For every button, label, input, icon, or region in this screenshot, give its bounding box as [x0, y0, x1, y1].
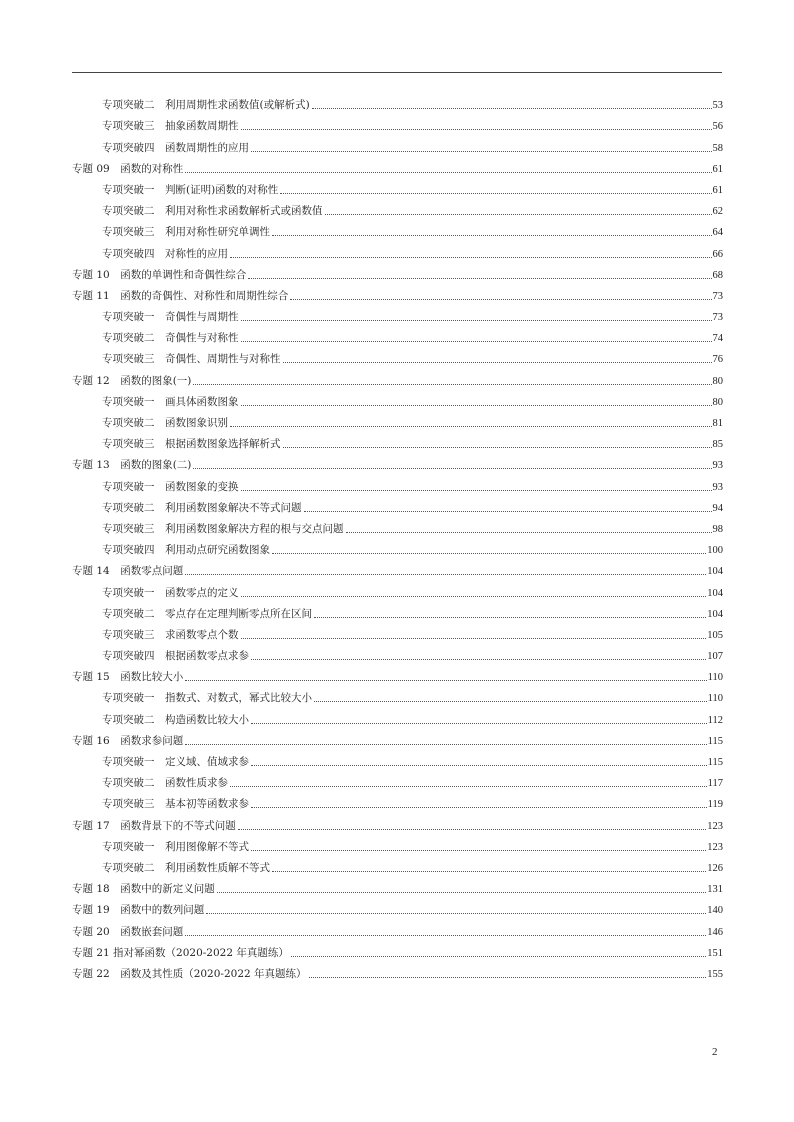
dot-leader [230, 786, 707, 787]
toc-entry-label: 专项突破三 抽象函数周期性 [102, 120, 239, 133]
toc-entry-label: 专项突破三 利用对称性研究单调性 [102, 226, 270, 239]
toc-entry-subsection[interactable] [72, 241, 723, 262]
page-number: 2 [712, 1046, 718, 1058]
dot-leader [241, 638, 707, 639]
toc-entry-page: 56 [712, 121, 723, 133]
toc-entry-label: 专题 11 函数的奇偶性、对称性和周期性综合 [72, 289, 289, 302]
toc-entry-subsection[interactable] [72, 114, 723, 135]
toc-entry-page: 110 [707, 693, 723, 705]
dot-leader [193, 384, 711, 385]
toc-entry-page: 61 [712, 163, 723, 175]
toc-entry-page: 73 [712, 290, 723, 302]
toc-entry-label: 专项突破二 函数图象识别 [102, 417, 228, 429]
toc-entry-page: 119 [707, 799, 723, 811]
toc-entry-subsection[interactable] [72, 835, 723, 856]
toc-entry-subsection[interactable] [72, 474, 723, 495]
toc-entry-label: 专题 15 函数比较大小 [72, 671, 184, 684]
toc-entry-label: 专项突破二 利用函数图象解决不等式问题 [102, 501, 302, 514]
toc-entry-page: 104 [707, 587, 723, 599]
toc-entry-page: 58 [712, 142, 723, 154]
dot-leader [241, 129, 712, 130]
dot-leader [290, 299, 711, 300]
toc-entry-label: 专项突破二 函数性质求参 [102, 777, 228, 790]
toc-entry-label: 专项突破一 奇偶性与周期性 [102, 311, 239, 324]
toc-entry-page: 66 [712, 248, 723, 260]
dot-leader [272, 553, 706, 554]
toc-entry-page: 123 [707, 820, 723, 832]
toc-entry-label: 专项突破三 求函数零点个数 [102, 628, 239, 641]
toc-entry-subsection[interactable] [72, 135, 723, 156]
dot-leader [238, 829, 707, 830]
toc-entry-topic[interactable] [72, 813, 723, 834]
toc-entry-topic[interactable] [72, 898, 723, 919]
toc-entry-page: 68 [712, 269, 723, 281]
toc-entry-subsection[interactable] [72, 326, 723, 347]
toc-entry-label: 专项突破三 利用函数图象解决方程的根与交点问题 [102, 522, 344, 535]
toc-entry-subsection[interactable] [72, 178, 723, 199]
toc-entry-page: 117 [707, 778, 723, 790]
dot-leader [241, 341, 712, 342]
toc-entry-page: 104 [707, 566, 723, 578]
dot-leader [230, 257, 712, 258]
toc-entry-label: 专项突破一 函数零点的定义 [102, 586, 239, 599]
toc-entry-label: 专题 10 函数的单调性和奇偶性综合 [72, 268, 247, 281]
toc-entry-page: 155 [707, 968, 723, 980]
toc-entry-label: 专项突破一 判断(证明)函数的对称性 [102, 183, 279, 196]
toc-entry-label: 专项突破一 函数图象的变换 [102, 480, 239, 493]
dot-leader [251, 723, 707, 724]
toc-entry-label: 专项突破二 利用函数性质解不等式 [102, 861, 270, 874]
toc-entry-label: 专项突破三 奇偶性、周期性与对称性 [102, 353, 281, 366]
dot-leader [185, 172, 711, 173]
toc-entry-page: 74 [712, 333, 723, 345]
toc-entry-subsection[interactable] [72, 496, 723, 517]
toc-entry-subsection[interactable] [72, 580, 723, 601]
dot-leader [185, 680, 706, 681]
toc-entry-subsection[interactable] [72, 792, 723, 813]
toc-entry-label: 专项突破三 基本初等函数求参 [102, 798, 249, 811]
toc-entry-page: 53 [712, 100, 723, 112]
toc-entry-topic[interactable] [72, 453, 723, 474]
dot-leader [280, 193, 711, 194]
toc-entry-topic[interactable] [72, 729, 723, 750]
toc-entry-label: 专项突破一 指数式、对数式，幂式比较大小 [102, 692, 312, 705]
dot-leader [251, 151, 712, 152]
toc-entry-topic[interactable] [72, 941, 723, 962]
toc-entry-topic[interactable] [72, 559, 723, 580]
toc-entry-subsection[interactable] [72, 432, 723, 453]
toc-entry-page: 146 [707, 926, 723, 938]
toc-entry-topic[interactable] [72, 284, 723, 305]
toc-entry-label: 专题 21 指对幂函数（2020-2022 年真题练） [72, 946, 289, 959]
toc-entry-subsection[interactable] [72, 686, 723, 707]
toc-entry-label: 专项突破四 对称性的应用 [102, 247, 228, 260]
toc-entry-page: 107 [707, 651, 723, 663]
dot-leader [272, 871, 706, 872]
toc-entry-label: 专项突破二 零点存在定理判断零点所在区间 [102, 607, 312, 620]
dot-leader [248, 278, 711, 279]
toc-entry-page: 93 [712, 481, 723, 493]
toc-entry-page: 62 [712, 206, 723, 218]
dot-leader [230, 426, 712, 427]
dot-leader [206, 913, 706, 914]
toc-entry-label: 专项突破二 奇偶性与对称性 [102, 332, 239, 345]
toc-entry-page: 112 [707, 714, 723, 726]
toc-entry-label: 专项突破一 定义域、值域求参 [102, 756, 249, 768]
toc-entry-subsection[interactable] [72, 771, 723, 792]
toc-entry-label: 专项突破一 利用图像解不等式 [102, 840, 249, 853]
dot-leader [241, 320, 712, 321]
toc-entry-subsection[interactable] [72, 199, 723, 220]
dot-leader [185, 935, 706, 936]
toc-entry-page: 64 [712, 227, 723, 239]
toc-entry-page: 80 [712, 375, 723, 387]
toc-entry-page: 81 [712, 418, 723, 429]
toc-entry-subsection[interactable] [72, 602, 723, 623]
toc-entry-subsection[interactable] [72, 411, 723, 432]
toc-entry-page: 140 [707, 905, 723, 917]
toc-entry-subsection[interactable] [72, 93, 723, 114]
table-of-contents [72, 93, 723, 983]
toc-entry-subsection[interactable] [72, 220, 723, 241]
toc-entry-label: 专题 13 函数的图象(二) [72, 459, 192, 472]
toc-entry-page: 76 [712, 354, 723, 366]
dot-leader [185, 744, 706, 745]
toc-entry-page: 131 [707, 884, 723, 896]
dot-leader [309, 977, 707, 978]
dot-leader [314, 701, 707, 702]
toc-entry-label: 专题 17 函数背景下的不等式问题 [72, 819, 236, 832]
toc-entry-page: 104 [707, 608, 723, 620]
toc-entry-subsection[interactable] [72, 623, 723, 644]
toc-entry-label: 专项突破二 构造函数比较大小 [102, 713, 249, 726]
toc-entry-subsection[interactable] [72, 538, 723, 559]
toc-entry-page: 110 [707, 672, 723, 684]
dot-leader [291, 956, 706, 957]
toc-entry-subsection[interactable] [72, 644, 723, 665]
dot-leader [283, 362, 712, 363]
toc-entry-subsection[interactable] [72, 517, 723, 538]
toc-entry-label: 专项突破四 函数周期性的应用 [102, 141, 249, 154]
dot-leader [241, 596, 707, 597]
toc-entry-page: 151 [707, 947, 723, 959]
dot-leader [251, 765, 707, 766]
toc-entry-label: 专题 20 函数嵌套问题 [72, 925, 184, 938]
toc-entry-topic[interactable] [72, 157, 723, 178]
toc-entry-label: 专项突破一 画具体函数图象 [102, 395, 239, 408]
toc-entry-page: 126 [707, 862, 723, 874]
dot-leader [314, 617, 706, 618]
toc-entry-page: 115 [707, 735, 723, 747]
toc-entry-label: 专项突破三 根据函数图象选择解析式 [102, 438, 281, 451]
toc-entry-label: 专题 09 函数的对称性 [72, 162, 184, 175]
dot-leader [251, 850, 706, 851]
toc-entry-label: 专题 22 函数及其性质（2020-2022 年真题练） [72, 967, 307, 980]
dot-leader [251, 807, 707, 808]
toc-entry-label: 专项突破二 利用对称性求函数解析式或函数值 [102, 205, 323, 218]
dot-leader [193, 468, 711, 469]
toc-entry-page: 115 [707, 757, 723, 768]
dot-leader [272, 235, 712, 236]
dot-leader [185, 574, 706, 575]
dot-leader [304, 511, 712, 512]
toc-entry-label: 专题 18 函数中的新定义问题 [72, 883, 215, 896]
toc-entry-page: 100 [707, 545, 723, 557]
toc-entry-page: 98 [712, 523, 723, 535]
toc-entry-label: 专项突破四 利用动点研究函数图象 [102, 544, 270, 557]
toc-entry-subsection[interactable] [72, 390, 723, 411]
toc-entry-page: 73 [712, 312, 723, 324]
toc-entry-page: 94 [712, 502, 723, 514]
toc-entry-page: 80 [712, 396, 723, 408]
toc-entry-page: 105 [707, 629, 723, 641]
toc-entry-label: 专题 14 函数零点问题 [72, 565, 184, 578]
dot-leader [325, 214, 712, 215]
toc-entry-label: 专项突破四 根据函数零点求参 [102, 650, 249, 663]
toc-entry-topic[interactable] [72, 877, 723, 898]
dot-leader [346, 532, 712, 533]
toc-entry-page: 93 [712, 460, 723, 472]
toc-entry-page: 123 [707, 841, 723, 853]
toc-entry-topic[interactable] [72, 919, 723, 940]
toc-entry-label: 专项突破二 利用周期性求函数值(或解析式) [102, 99, 310, 112]
dot-leader [241, 405, 712, 406]
toc-entry-topic[interactable] [72, 665, 723, 686]
toc-entry-subsection[interactable] [72, 347, 723, 368]
dot-leader [241, 490, 712, 491]
dot-leader [312, 108, 712, 109]
toc-entry-label: 专题 19 函数中的数列问题 [72, 904, 205, 917]
dot-leader [251, 659, 706, 660]
toc-entry-subsection[interactable] [72, 305, 723, 326]
toc-entry-label: 专题 16 函数求参问题 [72, 734, 184, 747]
toc-entry-topic[interactable] [72, 368, 723, 389]
toc-entry-topic[interactable] [72, 962, 723, 983]
header-rule [72, 72, 722, 73]
toc-entry-subsection[interactable] [72, 707, 723, 728]
toc-entry-topic[interactable] [72, 263, 723, 284]
toc-entry-label: 专题 12 函数的图象(一) [72, 374, 192, 387]
dot-leader [283, 447, 712, 448]
toc-entry-subsection[interactable] [72, 856, 723, 877]
toc-entry-subsection[interactable] [72, 750, 723, 771]
toc-entry-page: 61 [712, 184, 723, 196]
dot-leader [217, 892, 707, 893]
toc-entry-page: 85 [712, 439, 723, 451]
